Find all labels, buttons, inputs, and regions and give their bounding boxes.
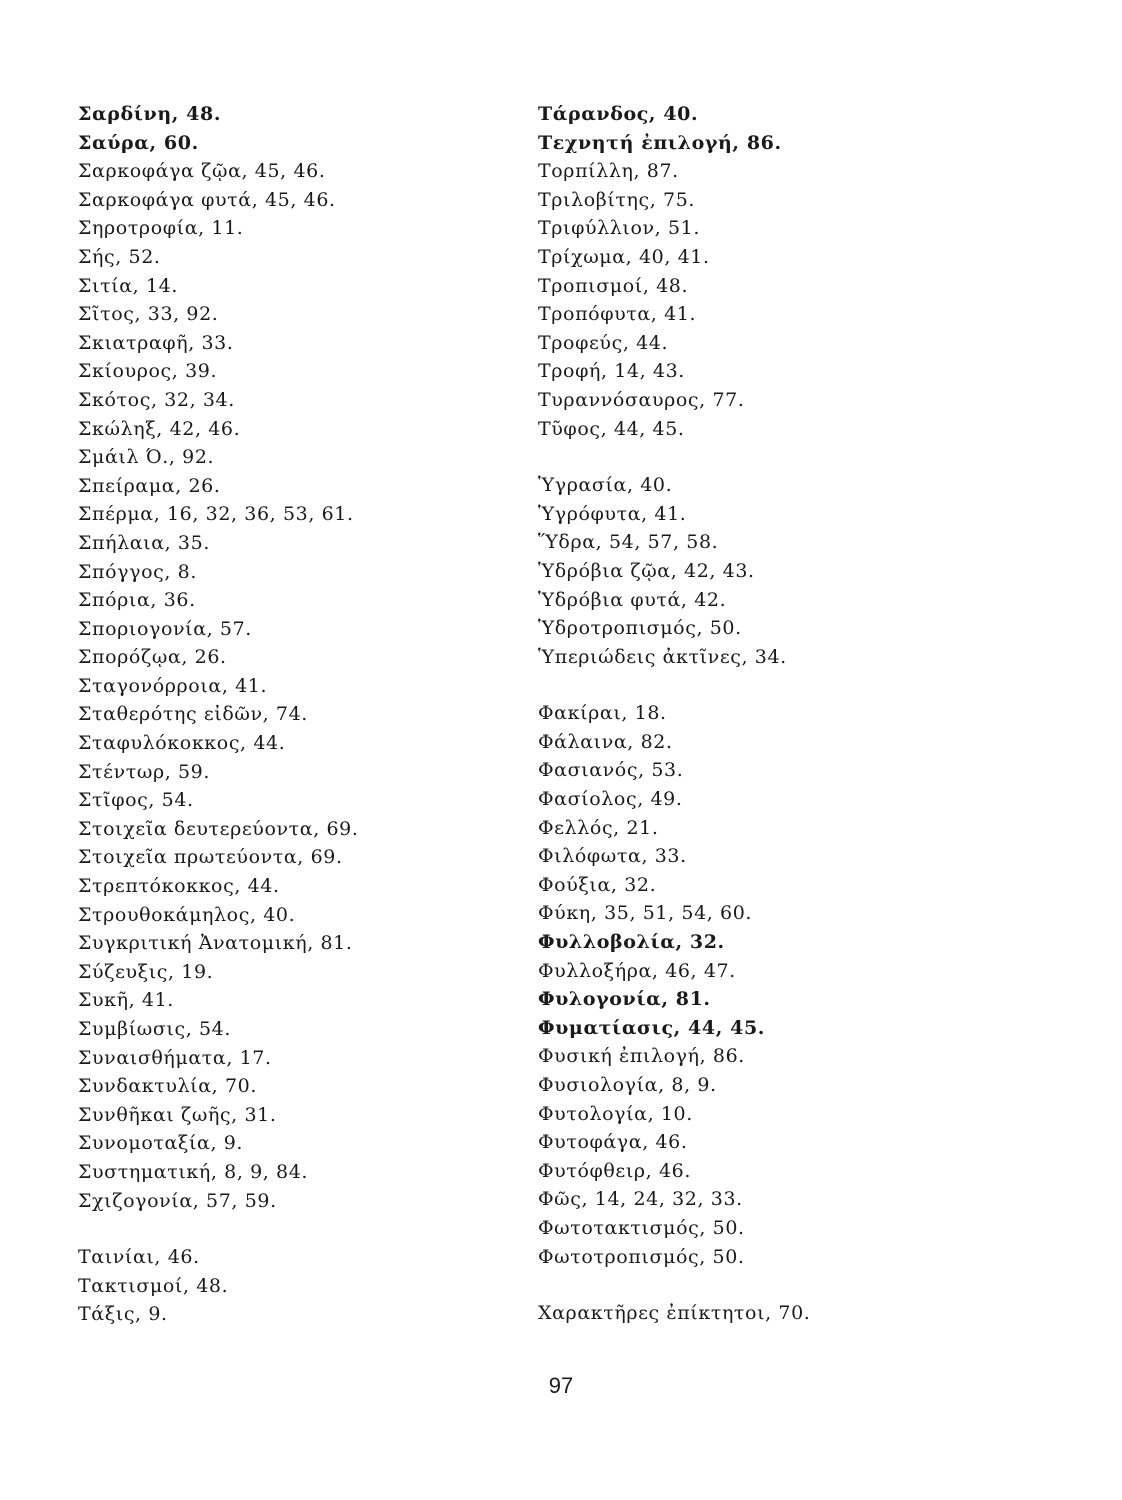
letter-group-gap	[78, 1215, 518, 1243]
index-entry: Τάξις, 9.	[78, 1303, 168, 1326]
index-entry: Συστηματική, 8, 9, 84.	[78, 1160, 309, 1183]
index-entry: Φωτοτροπισμός, 50.	[538, 1245, 745, 1268]
index-entry: Σιτία, 14.	[78, 274, 178, 297]
index-entry: Συμβίωσις, 54.	[78, 1018, 232, 1040]
index-entry: Φούξια, 32.	[538, 873, 657, 896]
index-entry: Φυσιολογία, 8, 9.	[538, 1074, 717, 1096]
index-entry: Σύζευξις, 19.	[78, 960, 214, 983]
index-entry: Φιλόφωτα, 33.	[538, 845, 687, 868]
index-entry: Τορπίλλη, 87.	[538, 160, 679, 183]
index-entry: Στῖφος, 54.	[78, 789, 194, 812]
index-entry: Τροπόφυτα, 41.	[538, 303, 697, 326]
index-entry: Σαρδίνη, 48.	[78, 103, 222, 125]
index-column-right	[538, 100, 978, 1328]
index-entry: Σκότος, 32, 34.	[78, 388, 235, 411]
letter-group-gap	[538, 671, 978, 699]
index-entry: Σχιζογονία, 57, 59.	[78, 1189, 277, 1212]
index-entry: Ὑγρόφυτα, 41.	[538, 502, 687, 525]
index-entry: Ταινίαι, 46.	[78, 1246, 200, 1269]
index-entry: Σαρκοφάγα φυτά, 45, 46.	[78, 188, 336, 211]
index-entry: Τροπισμοί, 48.	[538, 274, 689, 297]
index-entry: Φυτοφάγα, 46.	[538, 1131, 688, 1154]
index-entry: Σταφυλόκοκκος, 44.	[78, 732, 286, 755]
index-entry: Σκιατραφῆ, 33.	[78, 331, 234, 354]
index-entry: Σηροτροφία, 11.	[78, 217, 244, 240]
index-entry: Ὑδρόβια ζῷα, 42, 43.	[538, 559, 755, 582]
index-entry: Τυραννόσαυρος, 77.	[538, 388, 745, 411]
index-entry: Φυλλοβολία, 32.	[538, 931, 725, 954]
index-entry: Συνδακτυλία, 70.	[78, 1075, 257, 1098]
index-entry: Τακτισμοί, 48.	[78, 1274, 229, 1297]
index-entry: Σαύρα, 60.	[78, 131, 199, 154]
index-entry: Τροφή, 14, 43.	[538, 360, 685, 383]
index-entry: Τρίχωμα, 40, 41.	[538, 245, 710, 268]
index-entry: Τριλοβίτης, 75.	[538, 188, 696, 211]
index-entry: Σπήλαια, 35.	[78, 531, 210, 554]
index-entry: Συκῆ, 41.	[78, 989, 174, 1012]
index-column-left	[78, 100, 518, 1329]
index-entry: Στοιχεῖα δευτερεύοντα, 69.	[78, 817, 359, 840]
index-entry: Στρουθοκάμηλος, 40.	[78, 903, 296, 926]
page-number: 97	[548, 1373, 574, 1398]
index-entry: Τροφεύς, 44.	[538, 331, 669, 354]
index-entry: Σκώληξ, 42, 46.	[78, 417, 241, 440]
index-entry: Σταθερότης εἰδῶν, 74.	[78, 703, 308, 726]
index-entry: Φακίραι, 18.	[538, 702, 667, 725]
index-entry: Τῦφος, 44, 45.	[538, 417, 685, 440]
index-entry: Στέντωρ, 59.	[78, 760, 211, 783]
index-entry: Συναισθήματα, 17.	[78, 1046, 272, 1069]
index-entry: Σπορόζῳα, 26.	[78, 646, 227, 669]
index-entry: Φωτοτακτισμός, 50.	[538, 1216, 745, 1239]
index-entry: Φυτολογία, 10.	[538, 1102, 693, 1125]
index-entry: Σπέρμα, 16, 32, 36, 53, 61.	[78, 503, 354, 526]
index-entry: Συνθῆκαι ζωῆς, 31.	[78, 1103, 277, 1126]
index-entry: Ὑδροτροπισμός, 50.	[538, 617, 742, 640]
index-entry: Χαρακτῆρες ἐπίκτητοι, 70.	[538, 1302, 811, 1325]
index-entry: Σκίουρος, 39.	[78, 360, 218, 383]
index-entry: Φάλαινα, 82.	[538, 730, 673, 753]
index-entry: Σπείραμα, 26.	[78, 474, 221, 497]
index-entry: Φυσική ἐπιλογή, 86.	[538, 1045, 745, 1068]
index-entry: Φύκη, 35, 51, 54, 60.	[538, 902, 753, 925]
index-entry: Τεχνητή ἐπιλογή, 86.	[538, 131, 782, 154]
index-entry: Ὑπεριώδεις ἀκτῖνες, 34.	[538, 645, 787, 668]
index-entry: Στοιχεῖα πρωτεύοντα, 69.	[78, 846, 343, 869]
index-entry: Φυματίασις, 44, 45.	[538, 1016, 765, 1039]
index-entry: Στρεπτόκοκκος, 44.	[78, 875, 280, 898]
index-entry: Σπόγγος, 8.	[78, 560, 197, 583]
index-entry: Τριφύλλιον, 51.	[538, 217, 700, 240]
index-entry: Φῶς, 14, 24, 32, 33.	[538, 1188, 743, 1211]
letter-group-gap	[538, 443, 978, 471]
index-entry: Φασίολος, 49.	[538, 788, 683, 811]
letter-group-gap	[538, 1271, 978, 1299]
index-entry: Ὑδρόβια φυτά, 42.	[538, 588, 727, 611]
index-entry: Ὕδρα, 54, 57, 58.	[538, 531, 719, 554]
index-entry: Σταγονόρροια, 41.	[78, 674, 268, 697]
index-entry: Τάρανδος, 40.	[538, 103, 699, 125]
index-entry: Ὑγρασία, 40.	[538, 474, 673, 497]
index-entry: Σποριογονία, 57.	[78, 617, 252, 640]
index-entry: Σής, 52.	[78, 245, 161, 268]
index-entry: Φυτόφθειρ, 46.	[538, 1159, 691, 1182]
index-entry: Συγκριτική Ἀνατομική, 81.	[78, 932, 353, 955]
index-entry: Σμάιλ Ό., 92.	[78, 446, 215, 469]
index-entry: Σπόρια, 36.	[78, 589, 196, 612]
index-entry: Φελλός, 21.	[538, 816, 659, 839]
index-entry: Συνομοταξία, 9.	[78, 1132, 244, 1155]
index-entry: Φυλλοξήρα, 46, 47.	[538, 959, 736, 982]
index-entry: Σαρκοφάγα ζῷα, 45, 46.	[78, 160, 326, 183]
index-entry: Φυλογονία, 81.	[538, 988, 711, 1011]
index-entry: Φασιανός, 53.	[538, 759, 684, 782]
index-entry: Σῖτος, 33, 92.	[78, 303, 219, 326]
